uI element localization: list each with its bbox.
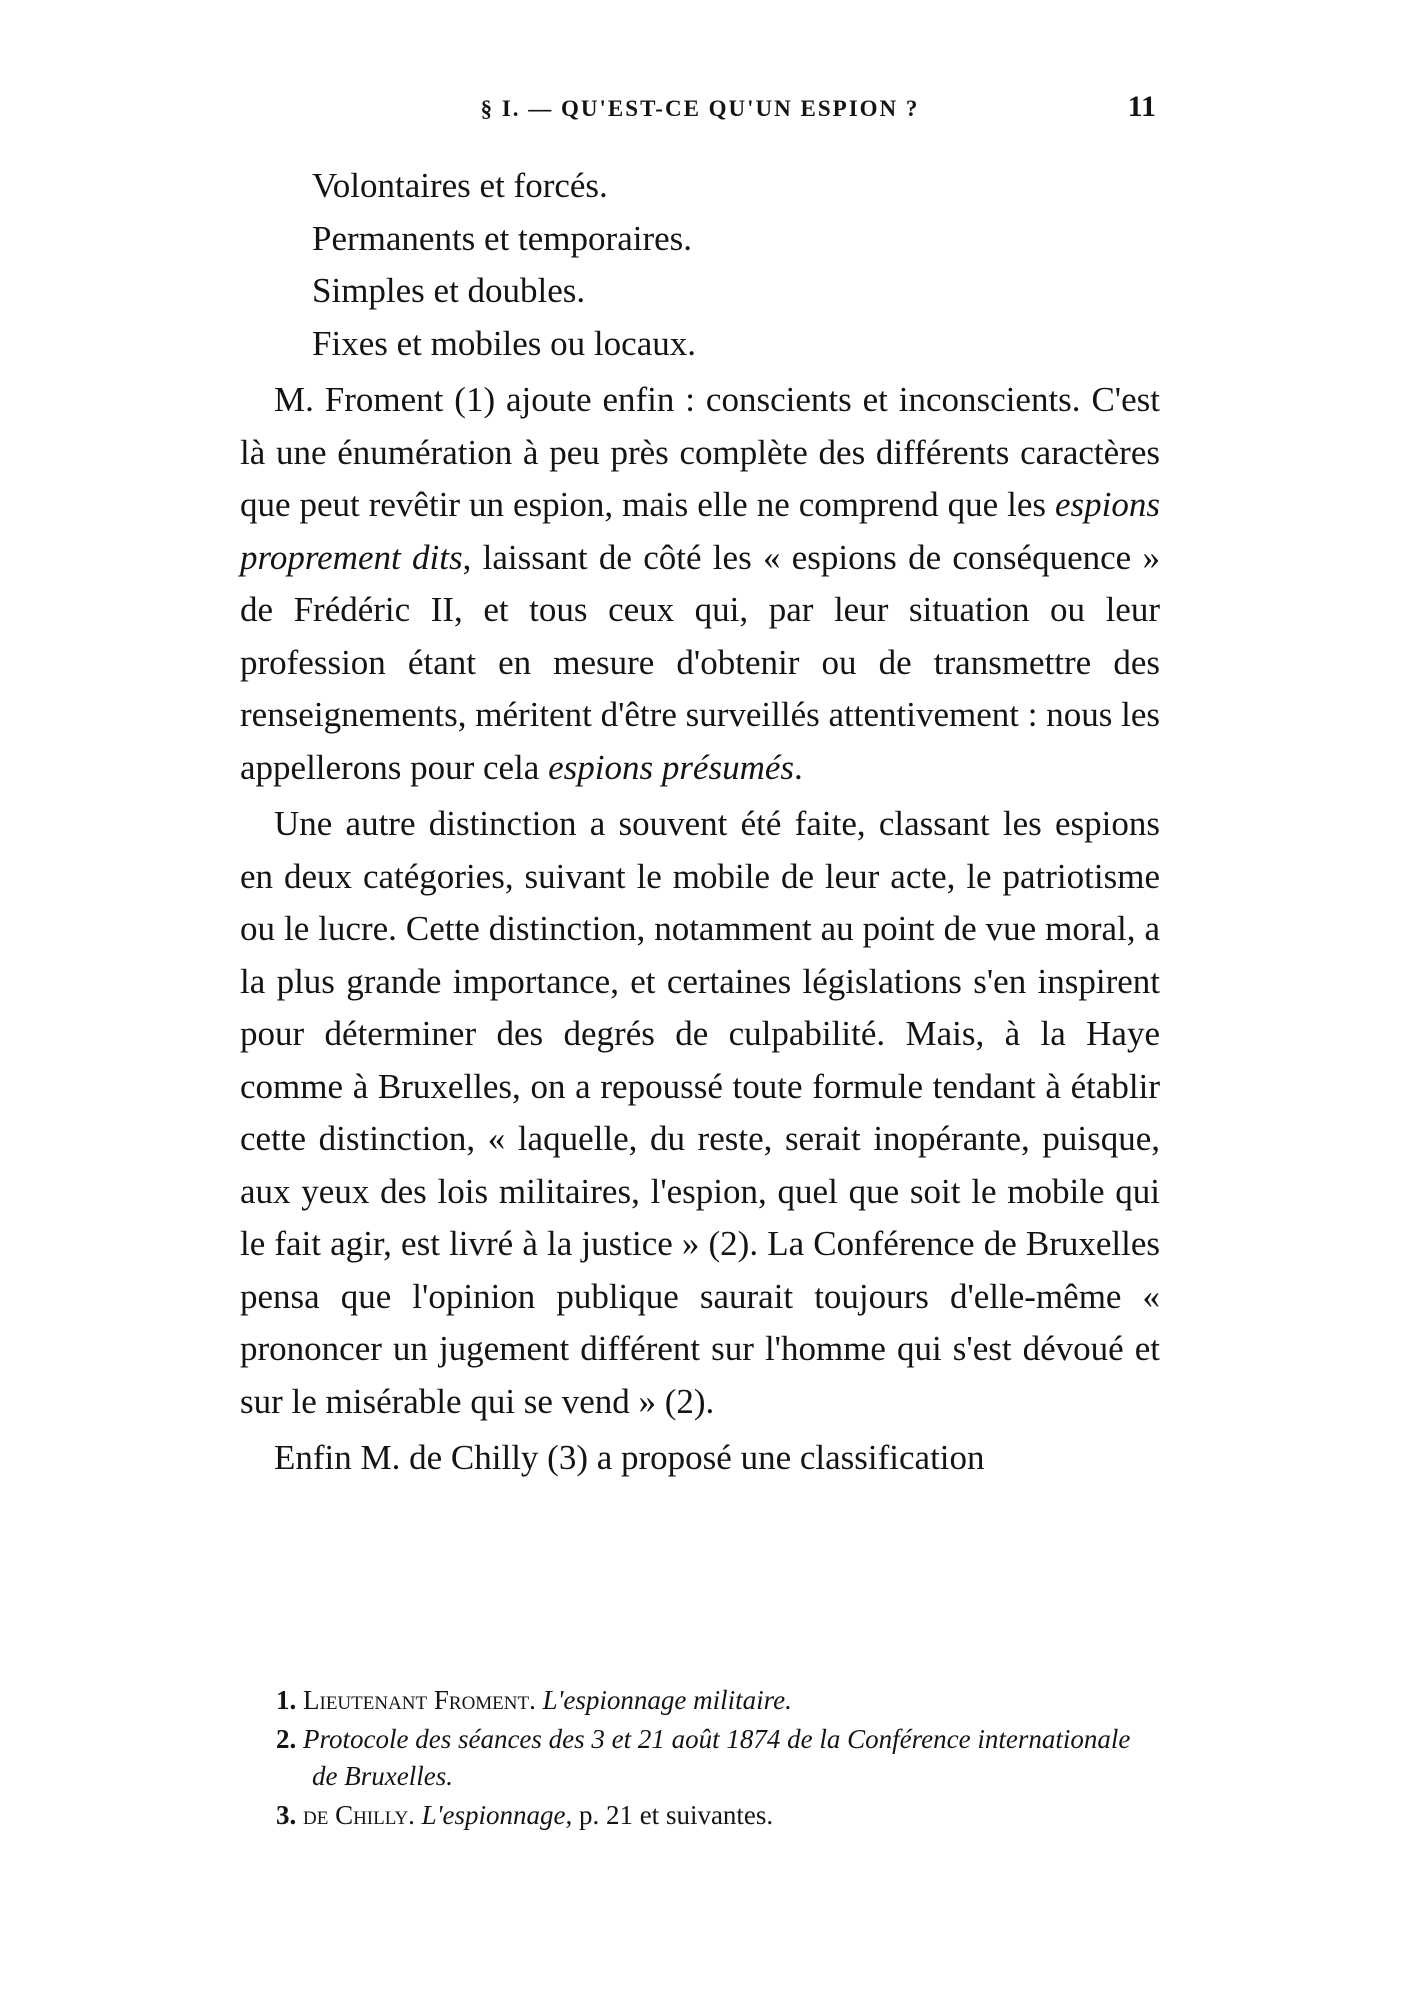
list-item: Simples et doubles. <box>312 271 586 310</box>
para1-emphasis-2: espions présumés <box>548 747 795 787</box>
footnote-number: 2. <box>276 1724 297 1754</box>
para1-text-c: . <box>794 747 803 787</box>
footnote-author: Lieutenant Froment. <box>303 1685 536 1715</box>
footnote-title: Protocole des séances des 3 et 21 août 1874 de la Conférence internationale de Bruxelles. <box>303 1724 1131 1791</box>
footnote-number: 3. <box>276 1800 297 1830</box>
footnote <box>276 1797 1160 1834</box>
footnote-title: L'espionnage, <box>421 1800 573 1830</box>
list-item: Fixes et mobiles ou locaux. <box>312 323 696 363</box>
page-number: 11 <box>1127 90 1156 123</box>
footnote-author: de Chilly. <box>303 1800 415 1830</box>
list-item: Volontaires et forcés. <box>312 166 608 205</box>
footnote <box>276 1721 1160 1795</box>
footnotes <box>240 1680 1160 1834</box>
paragraph-1 <box>240 374 1160 794</box>
footnote-title: L'espionnage militaire. <box>542 1685 792 1715</box>
footnote-rest: p. 21 et suivantes. <box>572 1800 774 1830</box>
list-item: Permanents et temporaires. <box>312 218 693 258</box>
para1-text-b: , laissant de côté les « espions de conséquence » de Frédéric II, et tous ceux qui, par leur situation ou leur profession étant en mesure d'obtenir ou de transmettre des renseignements, méritent d'être surveillés attentivement : nous les appellerons pour cela <box>240 537 1160 787</box>
main-text <box>240 160 1160 1485</box>
footnote <box>276 1682 1160 1719</box>
para1-text-a: M. Froment (1) ajoute enfin : conscients et inconscients. C'est là une énumération à peu près complète des différents caractères que peut revêtir un espion, mais elle ne comprend que les <box>240 380 1160 524</box>
paragraph-3: Enfin M. de Chilly (3) a proposé une classification <box>274 1438 985 1477</box>
running-header <box>240 90 1160 136</box>
paragraph-2: Une autre distinction a souvent été faite, classant les espions en deux catégories, suivant le mobile de leur acte, le patriotisme ou le lucre. Cette distinction, notamment au point de vue moral, a la plus grande importance, et certaines législations s'en inspirent pour déterminer des degrés de culpabilité. Mais, à la Haye comme à Bruxelles, on a repoussé toute formule tendant à établir cette distinction, « laquelle, du reste, serait inopérante, puisque, aux yeux des lois militaires, l'espion, quel que soit le mobile qui le fait agir, est livré à la justice » (2). La Conférence de Bruxelles pensa que l'opinion publique saurait toujours d'elle-même « prononcer un jugement différent sur l'homme qui s'est dévoué et sur le misérable qui se vend » (2). <box>240 804 1160 1421</box>
para1-emphasis-1: espions proprement dits <box>240 485 1160 577</box>
footnote-number: 1. <box>276 1685 297 1715</box>
header-title: § I. — QU'EST-CE QU'UN ESPION ? <box>480 96 920 121</box>
